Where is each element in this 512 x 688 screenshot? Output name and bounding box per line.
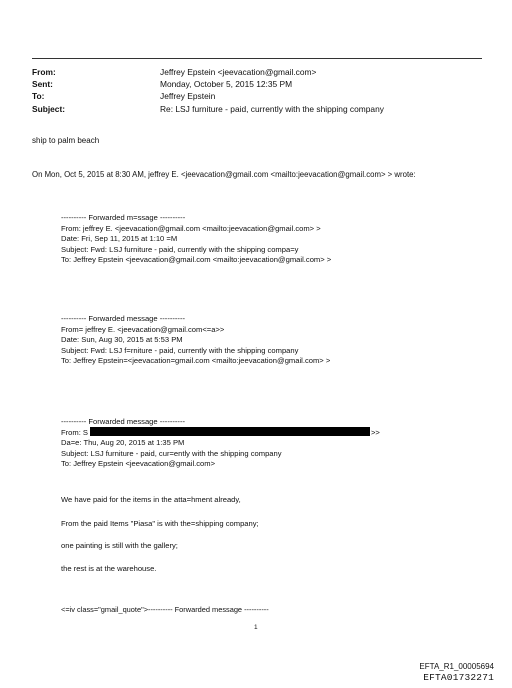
message-line-4: the rest is at the warehouse. xyxy=(61,564,157,573)
forward-to: To: Jeffrey Epstein <jeevacation@gmail.com> xyxy=(61,459,216,469)
forward-subject: Subject: Fwd: LSJ furniture - paid, currently with the shipping compa=y xyxy=(61,244,299,254)
page-number: 1 xyxy=(254,624,258,631)
forward-from: From= jeffrey E. <jeevacation@gmail.com<=a>> xyxy=(61,324,225,334)
sent-row xyxy=(32,78,384,90)
reply-text: ship to palm beach xyxy=(32,136,100,145)
to-value: Jeffrey Epstein xyxy=(160,91,216,102)
subject-row xyxy=(32,103,384,115)
from-row xyxy=(32,66,384,78)
email-header xyxy=(32,66,384,115)
forward-marker: ---------- Forwarded message ---------- xyxy=(61,314,186,323)
forward-date: Date: Fri, Sep 11, 2015 at 1:10 =M xyxy=(61,234,178,244)
forwarded-block-3 xyxy=(61,417,380,470)
message-line-2: From the paid Items "Piasa" is with the=shipping company; xyxy=(61,519,259,528)
message-line-5: <=iv class="gmail_quote">---------- Forwarded message ---------- xyxy=(61,605,269,614)
forward-date: Date: Sun, Aug 30, 2015 at 5:53 PM xyxy=(61,335,183,345)
quote-intro: On Mon, Oct 5, 2015 at 8:30 AM, jeffrey E. <jeevacation@gmail.com <mailto:jeevacation@gmail.com> > wrote: xyxy=(32,170,416,179)
forwarded-block-2 xyxy=(61,314,330,367)
subject-label: Subject: xyxy=(32,103,66,114)
forwarded-block-1 xyxy=(61,213,331,266)
forward-from: From: jeffrey E. <jeevacation@gmail.com <mailto:jeevacation@gmail.com> > xyxy=(61,223,321,233)
header-top-rule xyxy=(32,58,482,59)
message-line-3: one painting is still with the gallery; xyxy=(61,541,178,550)
from-label: From: xyxy=(32,67,56,77)
forward-subject: Subject: Fwd: LSJ f=rniture - paid, currently with the shipping company xyxy=(61,345,299,355)
redaction-bar xyxy=(90,427,370,436)
to-label: To: xyxy=(32,91,45,102)
forward-to: To: Jeffrey Epstein <jeevacation@gmail.com <mailto:jeevacation@gmail.com> > xyxy=(61,255,332,265)
forward-marker: ---------- Forwarded message ---------- xyxy=(61,417,186,426)
bates-number-1: EFTA_R1_00005694 xyxy=(419,662,494,671)
sent-value: Monday, October 5, 2015 12:35 PM xyxy=(160,79,293,90)
sent-label: Sent: xyxy=(32,79,53,90)
forward-from-suffix: >> xyxy=(371,427,380,437)
subject-value: Re: LSJ furniture - paid, currently with the shipping company xyxy=(160,103,384,114)
forward-date: Da=e: Thu, Aug 20, 2015 at 1:35 PM xyxy=(61,438,185,448)
bates-number-2: EFTA01732271 xyxy=(423,672,494,683)
to-row xyxy=(32,90,384,102)
forward-from: From: S xyxy=(61,427,89,437)
message-line-1: We have paid for the items in the atta=hment already, xyxy=(61,495,241,504)
forward-to: To: Jeffrey Epstein=<jeevacation=gmail.com <mailto:jeevacation@gmail.com> > xyxy=(61,356,331,366)
from-value: Jeffrey Epstein <jeevacation@gmail.com> xyxy=(160,67,317,77)
forward-subject: Subject: LSJ furniture - paid, cur=ently with the shipping company xyxy=(61,448,282,458)
forward-marker: ---------- Forwarded m=ssage ---------- xyxy=(61,213,186,222)
